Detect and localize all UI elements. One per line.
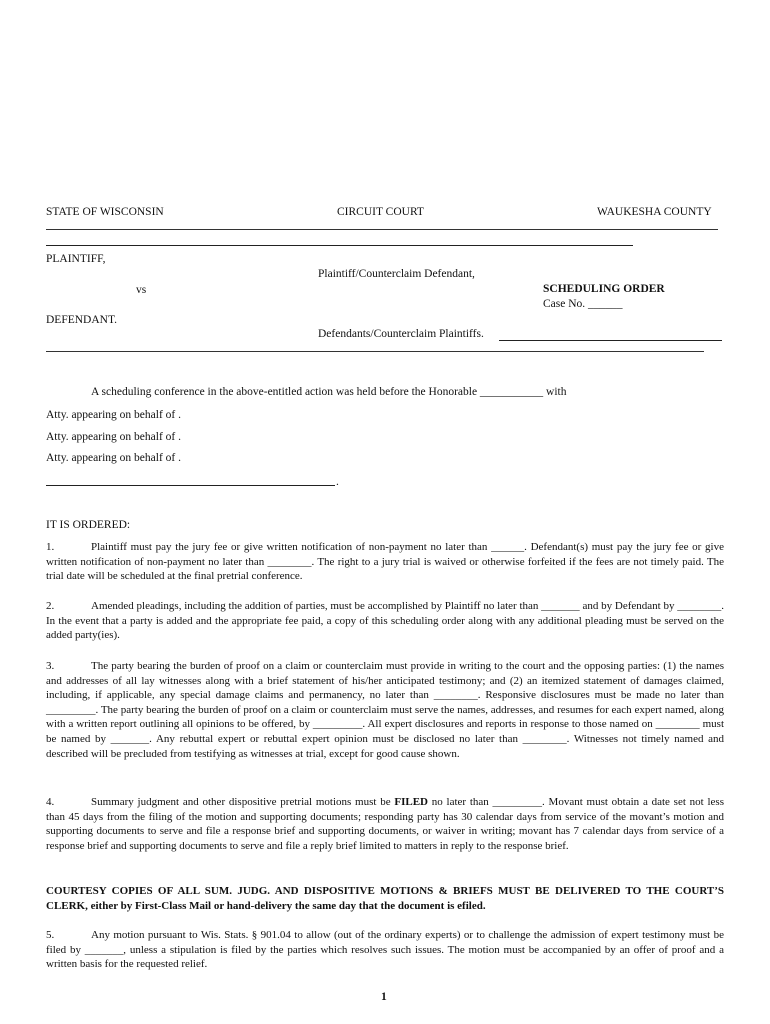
paragraph-5 [46, 928, 724, 972]
conference-sentence: A scheduling conference in the above-entitled action was held before the Honorable ___________ with [91, 386, 567, 398]
paragraph-4-text-after: no later than _________. Movant must obtain a date set not less than 45 days from the filing of the motion and supporting documents; responding party has 30 calendar days from service of the movant’s motion and supporting documents to serve and file a response brief and supporting documents, or waiver in writing; movant has 7 calendar days from service of a response brief and supporting documents to serve and file a reply brief limited to matters in reply to the response brief. [46, 796, 724, 852]
paragraph-2-number: 2. [46, 600, 55, 612]
caption-rule-bottom [46, 351, 704, 352]
versus-label: vs [136, 284, 147, 296]
paragraph-1-text: Plaintiff must pay the jury fee or give written notification of non-payment no later than ______. Defendant(s) must pay the jury fee or give written notification of non-payment no later than ________. The right to a jury trial is waived or otherwise forfeited if the fees are not timely paid. The trial date will be scheduled at the final pretrial conference. [46, 541, 724, 583]
plaintiff-label: PLAINTIFF, [46, 253, 106, 265]
plaintiff-role: Plaintiff/Counterclaim Defendant, [318, 268, 475, 280]
paragraph-3-number: 3. [46, 660, 55, 672]
state-label: STATE OF WISCONSIN [46, 206, 164, 218]
county-label: WAUKESHA COUNTY [597, 206, 712, 218]
attorney-line-2: Atty. appearing on behalf of . [46, 431, 181, 443]
paragraph-4 [46, 795, 724, 853]
signature-line-period: . [336, 476, 339, 488]
defendant-label: DEFENDANT. [46, 314, 118, 326]
signature-blank-line [46, 485, 335, 486]
caption-rule-second [46, 245, 633, 246]
paragraph-2 [46, 599, 724, 643]
paragraph-1-number: 1. [46, 541, 55, 553]
paragraph-1 [46, 540, 724, 584]
courtesy-copies-notice: COURTESY COPIES OF ALL SUM. JUDG. AND DISPOSITIVE MOTIONS & BRIEFS MUST BE DELIVERED TO THE COURT’S CLERK, either by First-Class Mail or hand-delivery the same day that the document is efiled. [46, 885, 724, 912]
court-label: CIRCUIT COURT [337, 206, 424, 218]
paragraph-4-text-before: Summary judgment and other dispositive pretrial motions must be [91, 796, 395, 808]
order-title: SCHEDULING ORDER [543, 283, 665, 295]
defendant-role-underline [499, 340, 722, 341]
paragraph-3 [46, 659, 724, 761]
paragraph-3-text: The party bearing the burden of proof on a claim or counterclaim must provide in writing to the court and the opposing parties: (1) the names and addresses of all lay witnesses along with a brief statement of his/her anticipated testimony; and (2) an itemized statement of damages claimed, including, if applicable, any special damage claims and permanency, no later than ________. Responsive disclosures must be made no later than _________. The party bearing the burden of proof on a claim or counterclaim must serve the names, addresses, and resumes for each expert named, along with a written report outlining all opinions to be offered, by _________. All expert disclosures and reports in response to those named on ________ must be named by _______. Any rebuttal expert or rebuttal expert opinion must be disclosed no later than ________. Witnesses not timely named and described will be precluded from testifying as witnesses at trial, except for good cause shown. [46, 660, 724, 760]
caption-rule-top [46, 229, 718, 230]
page-number: 1 [381, 991, 387, 1003]
ordered-heading: IT IS ORDERED: [46, 519, 131, 531]
paragraph-4-filed-emphasis: FILED [394, 796, 428, 808]
paragraph-4-number: 4. [46, 796, 55, 808]
paragraph-5-number: 5. [46, 929, 55, 941]
paragraph-2-text: Amended pleadings, including the addition of parties, must be accomplished by Plaintiff no later than _______ and by Defendant by ________. In the event that a party is added and the appropriate fee paid, a copy of this scheduling order along with any additional pleading must be served on the added party(ies). [46, 600, 724, 642]
defendant-role: Defendants/Counterclaim Plaintiffs. [318, 328, 484, 340]
attorney-line-3: Atty. appearing on behalf of . [46, 452, 181, 464]
attorney-line-1: Atty. appearing on behalf of . [46, 409, 181, 421]
case-number: Case No. ______ [543, 298, 623, 310]
paragraph-5-text: Any motion pursuant to Wis. Stats. § 901.04 to allow (out of the ordinary experts) or to challenge the admission of expert testimony must be filed by _______, unless a stipulation is filed by the parties which resolves such issues. The motion must be accompanied by an offer of proof and a written basis for the requested relief. [46, 929, 724, 971]
